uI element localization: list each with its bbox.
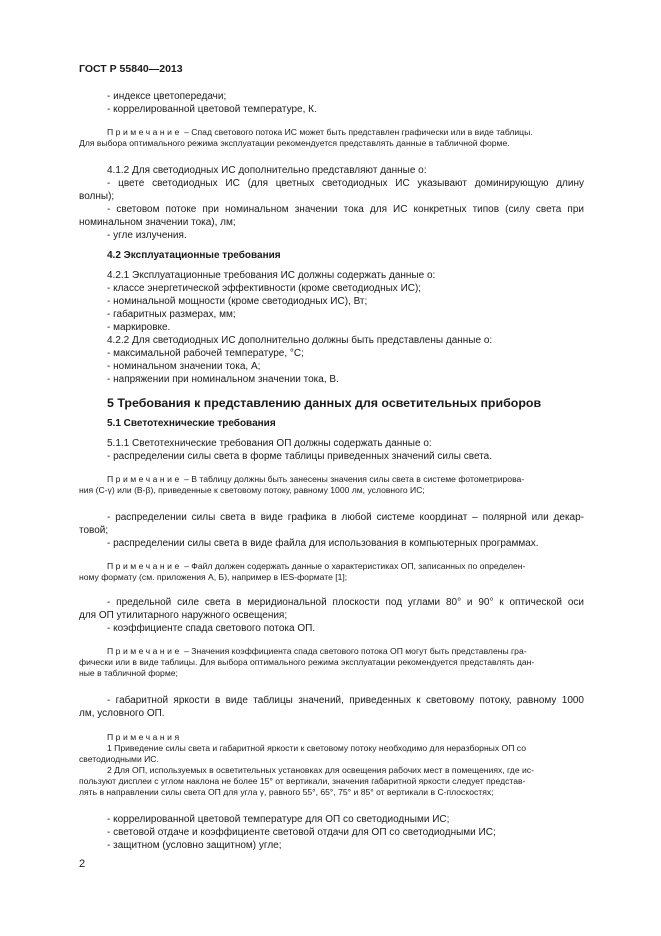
page-number: 2 xyxy=(79,858,86,870)
chapter-heading: 5 Требования к представлению данных для осветительных приборов xyxy=(107,396,542,410)
note-text: – Файл должен содержать данные о характеристиках ОП, записанных по определен- xyxy=(181,561,526,571)
list-item: - защитном (условно защитном) угле; xyxy=(107,840,282,851)
note-continuation: фически или в виде таблицы. Для выбора оптимального режима эксплуатации рекомендуется представлять дан- xyxy=(79,657,535,667)
note-text: – Спад светового потока ИС может быть представлен графически или в виде таблицы. xyxy=(181,127,533,137)
note-continuation: Для выбора оптимального режима эксплуатации рекомендуется представлять данные в табличной форме. xyxy=(79,138,510,148)
list-item: - цвете светодиодных ИС (для цветных светодиодных ИС указывают доминирующую длину xyxy=(107,178,584,189)
note-label: Примечание xyxy=(107,127,182,137)
paragraph: 4.2.1 Эксплуатационные требования ИС должны содержать данные о: xyxy=(107,270,436,281)
note-continuation: лять в направлении силы света ОП для угла γ, равного 55°, 65°, 75° и 85° от вертикали в С-плоскостях; xyxy=(79,787,494,797)
note xyxy=(107,646,527,657)
list-item: - номинальной мощности (кроме светодиодных ИС), Вт; xyxy=(107,296,368,307)
note-text: – В таблицу должны быть занесены значения силы света в системе фотометрирова- xyxy=(181,474,525,484)
note-continuation: ному формату (см. приложения А, Б), например в IES-формате [1]; xyxy=(79,572,348,582)
note-item: 1 Приведение силы света и габаритной яркости к световому потоку необходимо для неразборных ОП со xyxy=(107,743,526,753)
note-text: – Значения коэффициента спада светового потока ОП могут быть представлены гра- xyxy=(181,646,527,656)
list-item-continuation: для ОП утилитарного наружного освещения; xyxy=(79,610,288,621)
note-label: Примечание xyxy=(107,561,182,571)
list-item-continuation: товой; xyxy=(79,525,109,536)
section-heading: 4.2 Эксплуатационные требования xyxy=(107,250,281,261)
note-continuation: ния (С-γ) или (В-β), приведенные к световому потоку, равному 1000 лм, условного ИС; xyxy=(79,485,425,495)
note-continuation: ные в табличной форме; xyxy=(79,668,178,678)
list-item: - номинальном значении тока, А; xyxy=(107,361,261,372)
note-item: 2 Для ОП, используемых в осветительных установках для освещения рабочих мест в помещениях, где ис- xyxy=(107,765,534,775)
note xyxy=(107,561,525,572)
list-item: - распределении силы света в виде файла для использования в компьютерных программах. xyxy=(107,538,539,549)
list-item: - распределении силы света в форме таблицы приведенных значений силы света. xyxy=(107,451,493,462)
list-item-continuation: лм, условного ОП. xyxy=(79,708,165,719)
list-item: - максимальной рабочей температуре, °С; xyxy=(107,348,304,359)
list-item: - коррелированной цветовой температуре, К. xyxy=(107,104,317,115)
list-item: - габаритной яркости в виде таблицы значений, приведенных к световому потоку, равному 1000 xyxy=(107,695,584,706)
document-header: ГОСТ Р 55840—2013 xyxy=(79,63,183,75)
list-item: - световом потоке при номинальном значении тока для ИС конкретных типов (силу света при xyxy=(107,204,584,215)
list-item-continuation: номинальном значении тока), лм; xyxy=(79,217,236,228)
note-label: Примечание xyxy=(107,646,182,656)
list-item: - классе энергетической эффективности (кроме светодиодных ИС); xyxy=(107,283,422,294)
section-heading: 5.1 Светотехнические требования xyxy=(107,418,276,429)
list-item: - распределении силы света в виде графика в любой системе координат – полярной или декар- xyxy=(107,512,584,523)
list-item: - предельной силе света в меридиональной плоскости под углами 80° и 90° к оптической оси xyxy=(107,597,584,608)
note-continuation: пользуют дисплеи с углом наклона не более 15° от вертикали, значения габаритной яркости следует представ- xyxy=(79,776,526,786)
list-item: - габаритных размерах, мм; xyxy=(107,309,236,320)
list-item: - угле излучения. xyxy=(107,230,187,241)
note-label: Примечание xyxy=(107,474,182,484)
list-item: - маркировке. xyxy=(107,322,171,333)
list-item: - световой отдаче и коэффициенте световой отдачи для ОП со светодиодными ИС; xyxy=(107,827,496,838)
paragraph: 4.1.2 Для светодиодных ИС дополнительно представляют данные о: xyxy=(107,165,427,176)
list-item-continuation: волны); xyxy=(79,191,115,202)
list-item: - индексе цветопередачи; xyxy=(107,91,227,102)
paragraph: 5.1.1 Светотехнические требования ОП должны содержать данные о: xyxy=(107,438,432,449)
note xyxy=(107,127,533,138)
list-item: - коэффициенте спада светового потока ОП. xyxy=(107,623,316,634)
list-item: - напряжении при номинальном значении тока, В. xyxy=(107,374,339,385)
paragraph: 4.2.2 Для светодиодных ИС дополнительно должны быть представлены данные о: xyxy=(107,335,493,346)
list-item: - коррелированной цветовой температуре для ОП со светодиодными ИС; xyxy=(107,814,450,825)
notes-label: Примечания xyxy=(107,732,182,742)
note-continuation: светодиодными ИС. xyxy=(79,754,159,764)
note xyxy=(107,474,524,485)
